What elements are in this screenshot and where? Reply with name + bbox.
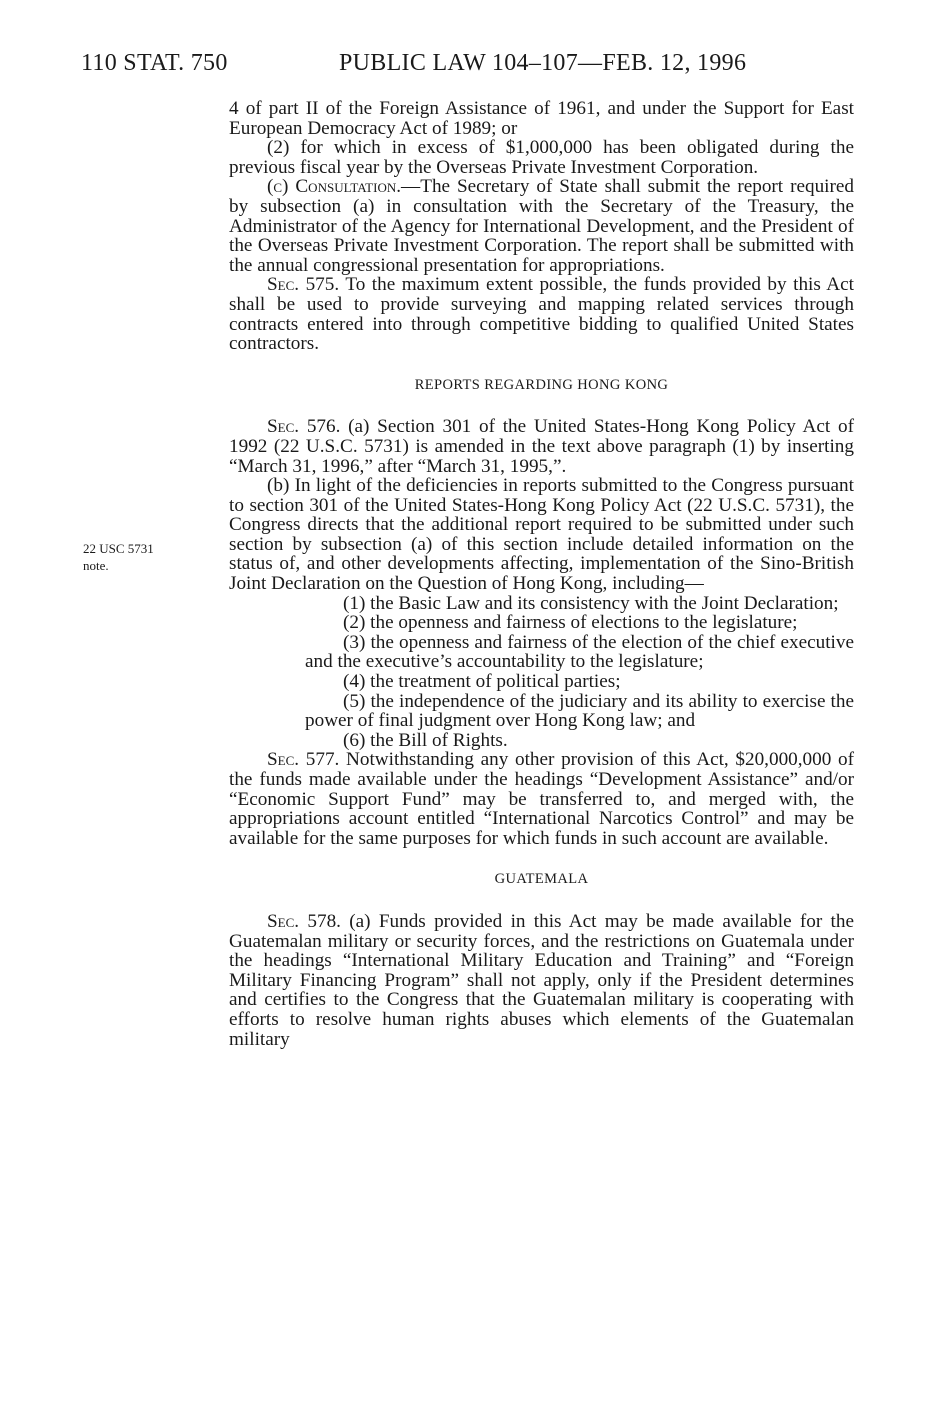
section-576-text: (a) Section 301 of the United States-Hong Kong Policy Act of 1992 (22 U.S.C. 5731) is amended in the text above paragraph (1) by inserting “March 31, 1996,” after “March 31, 1995,”. <box>229 416 854 477</box>
section-575-text: To the maximum extent possible, the funds provided by this Act shall be used to provide surveying and mapping related services through contracts entered into through competitive bidding to qualified United States contractors. <box>229 274 854 355</box>
statute-page-reference: 110 STAT. 750 <box>81 50 228 76</box>
margin-note-citation: 22 USC 5731 <box>83 541 154 556</box>
list-item: (1) the Basic Law and its consistency with the Joint Declaration; <box>343 592 839 614</box>
section-576-b: (b) In light of the deficiencies in reports submitted to the Congress pursuant to section 301 of the United States-Hong Kong Policy Act (22 U.S.C. 5731), the Congress directs that the additional report required to be submitted under such section by subsection (a) of this section include detailed information on the status of, and other developments affecting, implementation of the Sino-British Joint Declaration on the Question of Hong Kong, including— <box>229 475 854 595</box>
section-575-label: Sec. 575. <box>267 274 340 296</box>
page-body <box>229 99 854 1049</box>
section-575 <box>229 275 854 353</box>
heading-guatemala: GUATEMALA <box>494 871 589 888</box>
section-576-label: Sec. 576. <box>267 416 341 438</box>
consultation-label: (c) Consultation. <box>267 176 402 198</box>
list-item: (5) the independence of the judiciary and its ability to exercise the power of final judgment over Hong Kong law; and <box>305 690 854 732</box>
section-577-text: Notwithstanding any other provision of this Act, $20,000,000 of the funds made available under the headings “Development Assistance” and/or “Economic Support Fund” may be transferred to, and merged with, the appropriations account entitled “International Narcotics Control” and may be available for the same purposes for which funds in such account are available. <box>229 749 854 849</box>
section-577-label: Sec. 577. <box>267 749 340 771</box>
section-578-text: (a) Funds provided in this Act may be made available for the Guatemalan military or security forces, and the restrictions on Guatemala under the headings “International Military Education and Training” and “Foreign Military Financing Program” shall not apply, only if the President determines and certifies to the Congress that the Guatemalan military is cooperating with efforts to resolve human rights abuses which elements of the Guatemalan military <box>229 910 854 1050</box>
paragraph-item-2: (2) for which in excess of $1,000,000 has been obligated during the previous fiscal year by the Overseas Private Investment Corporation. <box>229 137 854 178</box>
list-item: (2) the openness and fairness of elections to the legislature; <box>343 612 798 634</box>
section-578 <box>229 912 854 1049</box>
section-576 <box>229 417 854 476</box>
list-item: (4) the treatment of political parties; <box>343 671 621 693</box>
running-title: PUBLIC LAW 104–107—FEB. 12, 1996 <box>339 50 747 76</box>
paragraph-consultation <box>229 177 854 275</box>
list-item: (6) the Bill of Rights. <box>343 729 508 751</box>
section-578-label: Sec. 578. <box>267 910 341 932</box>
list-item: (3) the openness and fairness of the election of the chief executive and the executive’s accountability to the legislature; <box>305 631 854 673</box>
margin-note-label: note. <box>83 558 109 573</box>
page-header <box>81 50 841 84</box>
section-577 <box>229 750 854 848</box>
margin-note <box>83 540 203 574</box>
heading-hong-kong: REPORTS REGARDING HONG KONG <box>414 376 669 393</box>
consultation-text: —The Secretary of State shall submit the report required by subsection (a) in consultation with the Secretary of the Treasury, the Administrator of the Agency for International Development, and the President of the Overseas Private Investment Corporation. The report shall be submitted with the annual congressional presentation for appropriations. <box>229 176 854 276</box>
paragraph-continuation: 4 of part II of the Foreign Assistance of 1961, and under the Support for East European Democracy Act of 1989; or <box>229 98 854 139</box>
